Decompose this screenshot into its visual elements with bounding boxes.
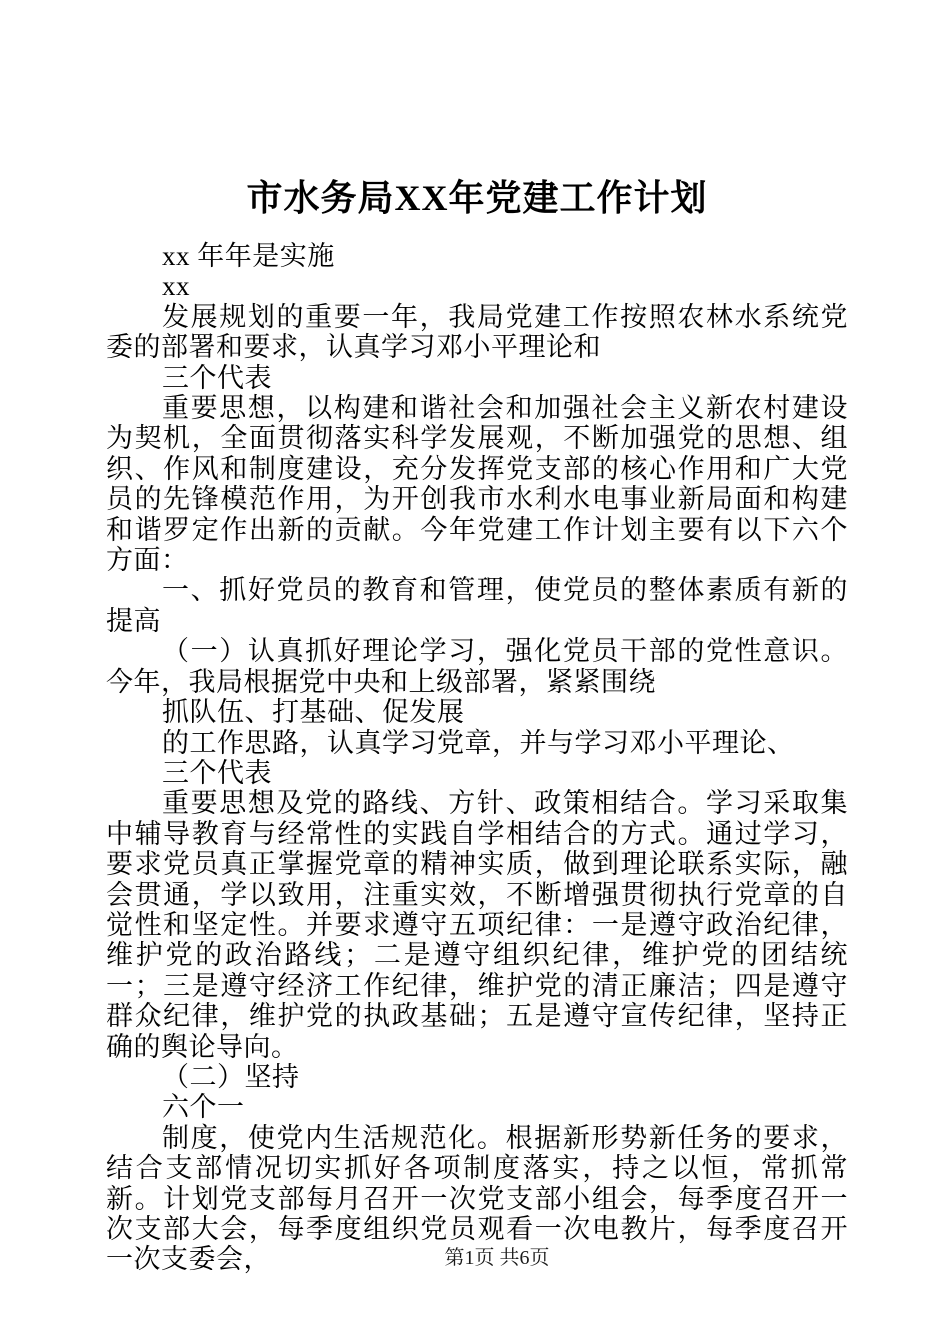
paragraph: 重要思想，以构建和谐社会和加强社会主义新农村建设为契机，全面贯彻落实科学发展观，不断加强党的思想、组织、作风和制度建设，充分发挥党支部的核心作用和广大党员的先锋模范作用，为开创我市水利水电事业新局面和构建和谐罗定作出新的贡献。今年党建工作计划主要有以下六个方面：: [106, 393, 848, 576]
paragraph: 抓队伍、打基础、促发展: [162, 697, 465, 728]
paragraph: 三个代表: [162, 362, 272, 393]
paragraph: 六个一: [162, 1092, 245, 1123]
paragraph: 三个代表: [162, 757, 272, 788]
paragraph: （二）坚持: [162, 1061, 300, 1092]
paragraph: 重要思想及党的路线、方针、政策相结合。学习采取集中辅导教育与经常性的实践自学相结合的方式。通过学习，要求党员真正掌握党章的精神实质，做到理论联系实际，融会贯通，学以致用，注重实效，不断增强贯彻执行党章的自觉性和坚定性。并要求遵守五项纪律：一是遵守政治纪律，维护党的政治路线；二是遵守组织纪律，维护党的团结统一；三是遵守经济工作纪律，维护党的清正廉洁；四是遵守群众纪律，维护党的执政基础；五是遵守宣传纪律，坚持正确的舆论导向。: [106, 788, 848, 1062]
paragraph: 的工作思路，认真学习党章，并与学习邓小平理论、: [162, 727, 795, 758]
paragraph: 发展规划的重要一年，我局党建工作按照农林水系统党委的部署和要求，认真学习邓小平理论和: [106, 301, 848, 363]
paragraph: （一）认真抓好理论学习，强化党员干部的党性意识。今年，我局根据党中央和上级部署，紧紧围绕: [106, 636, 848, 697]
paragraph: 制度，使党内生活规范化。根据新形势新任务的要求，结合支部情况切实抓好各项制度落实，持之以恒，常抓常新。计划党支部每月召开一次党支部小组会，每季度召开一次支部大会，每季度组织党员观看一次电教片，每季度召开一次支委会，: [106, 1122, 848, 1275]
document-body: [106, 170, 848, 1275]
paragraph: 一、抓好党员的教育和管理，使党员的整体素质有新的提高: [106, 575, 848, 636]
page-footer: [0, 1241, 950, 1270]
page-number-label: 第1页 共6页: [444, 1247, 550, 1269]
paragraph: xx 年年是实施: [162, 241, 335, 271]
paragraph: xx: [162, 271, 190, 302]
document-title: 市水务局XX年党建工作计划: [246, 178, 708, 218]
